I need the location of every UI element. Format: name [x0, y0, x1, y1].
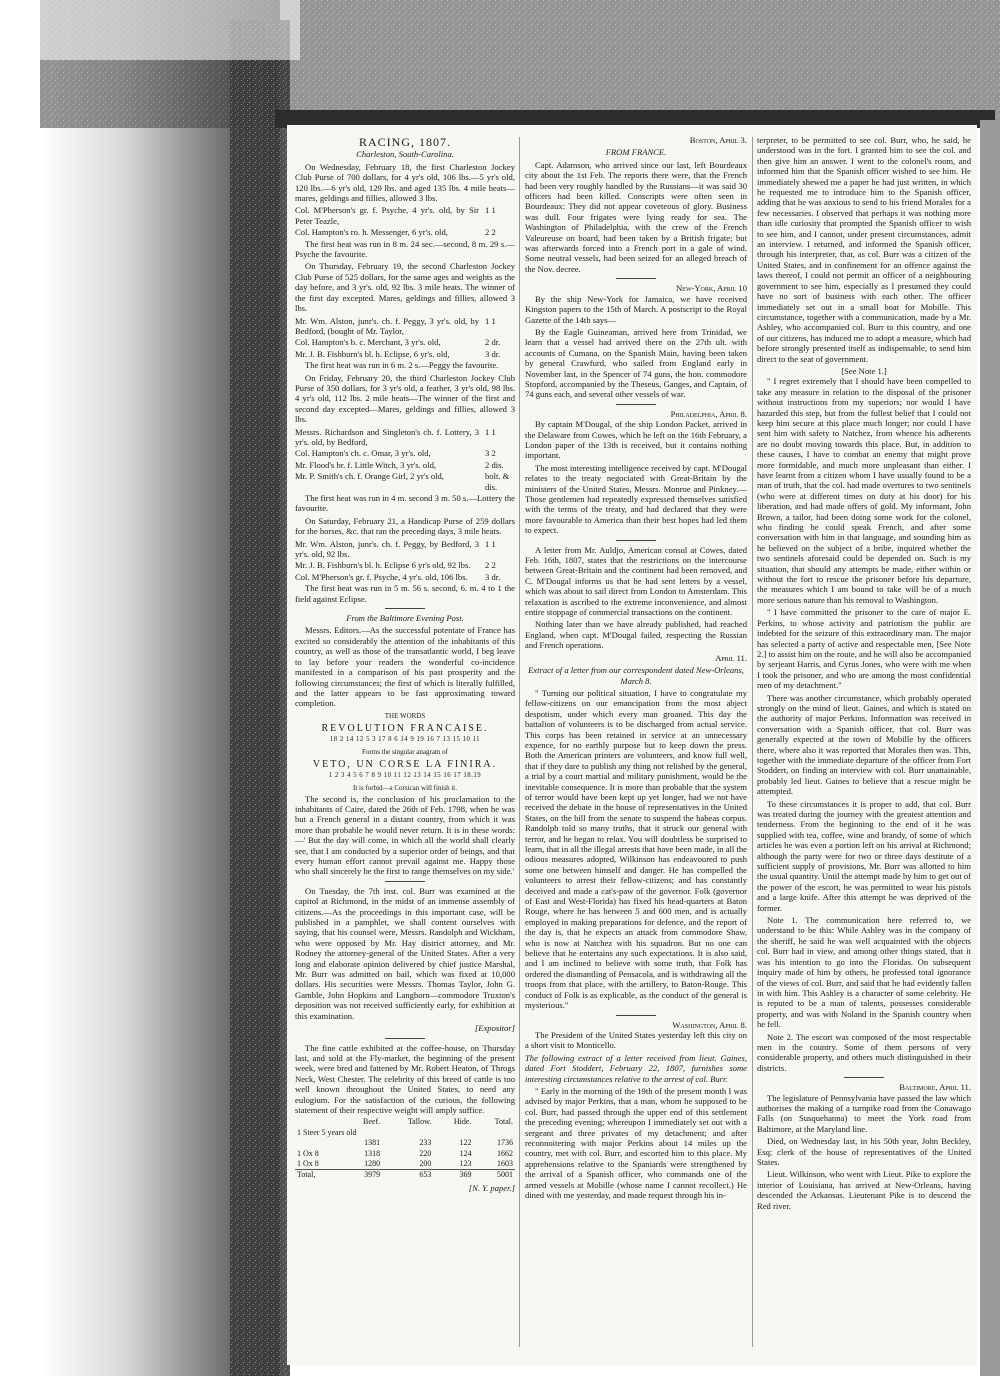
table-cell: 1381	[364, 1138, 381, 1148]
paragraph: The first heat was run in 6 m. 2 s.—Peggy the favourite.	[305, 360, 499, 371]
paragraph: The first heat was run in 5 m. 56 s. second, 6. m. 4 to 1 the field against Eclipse.	[295, 583, 515, 604]
table-total-row	[295, 1170, 515, 1181]
column-1	[295, 135, 515, 1355]
table-cell: Total,	[295, 1170, 343, 1181]
table-cell: 1 Ox 8	[297, 1158, 319, 1168]
paragraph: A letter from Mr. Auldjo, American consul at Cowes, dated Feb. 16th, 1807, states that the restrictions on the intercourse between Great-Britain and the continent had been removed, and C. M'Dougal informs us that he had sent letters by a vessel, which was about to sail direct from London to Amsterdam. This relaxation is ascribed to the extreme inconvenience, and almost entire stoppage of commercial transactions on the continent.	[525, 544, 747, 618]
table-row	[295, 1128, 515, 1138]
paragraph: " I have committed the prisoner to the care of major E. Perkins, to whose activity and patriotism the public are indebted for the seizure of this extraordinary man. The major has selected a party of active and respectable men, [See Note 2.] to assist him on the route, and he will also be accompanied by serjeant Harris, and Cyrus Jones, who were with me when I took the prisoner, and who are among the most confidential men of my detachment."	[757, 607, 971, 691]
paragraph: Lieut. Wilkinson, who went with Lieut. Pike to explore the interior of Louisiana, has arrived at New-Orleans, having descended the Arkansas. Lieutenant Pike is to descend the Red river.	[757, 1169, 971, 1211]
paragraph: On Tuesday, the 7th inst. col. Burr was examined at the capitol at Richmond, in the midst of an immense assembly of citizens.—As the proceedings in this important case, will be published in a pamphlet, we shall content ourselves with saying, that his counsel were, Messrs. Randolph and Wickham, who were opposed by Mr. Hay district attorney, and Mr. Rodney the attorney-general of the United States. After a very long and elaborate opinion delivered by chief justice Marshal, Mr. Burr was admitted on bail, which was fixed at 10,000 dollars. His securities were Messrs. Thomas Taylor, John G. Gamble, John Hopkins and Langhorn—commodore Truxton's deposition was not received sufficiently early, for exhibition at this examination.	[295, 885, 515, 1021]
dateline	[525, 409, 747, 419]
table-cell: 1603	[497, 1158, 513, 1168]
separator-rule	[844, 1077, 884, 1078]
table-cell: 3979	[343, 1170, 382, 1181]
dateline-text: April 11.	[715, 652, 747, 663]
race-entry	[295, 349, 515, 359]
race-horse: Col. M'Pherson's gr. f. Psyche, 4 yr's. old, by Sir Peter Teazle,	[295, 205, 479, 226]
table-cell: 1736	[497, 1138, 513, 1148]
paragraph: Note 2. The escort was composed of the most respectable men in the country. Some of them persons of very considerable property, and others much distinguished in their districts.	[757, 1031, 971, 1073]
table-header-row	[295, 1117, 515, 1127]
table-row	[295, 1149, 515, 1159]
paragraph: Note 1. The communication here referred to, we understand to be this: While Ashley was in the company of the sheriff, he said he was well acquainted with the objects col. Burr had in view, and among other things stated, that it was his intention to go into the Floridas. On subsequent inquiry made of him by others, he professed total ignorance of the views of col. Burr, and said that he had evidently fallen in with him. This Ashley is a character of some celebrity. He is reputed to be a man of talents, possesses considerable property, and was with Noland in the Spanish country when he fell.	[757, 915, 971, 1030]
dateline-text: New-York, April 10	[675, 283, 747, 294]
dateline	[757, 1082, 971, 1092]
race-horse: Mr. J. B. Fishburn's bl. h. Eclipse 6 yr's old, 92 lbs.	[295, 560, 471, 571]
race-entry	[295, 560, 515, 570]
paragraph: On Friday, February 20, the third Charleston Jockey Club Purse of 350 dollars, for 3 yr's old, a feather, 3 yr's old, 98 lbs. 4 yr's old, 112 lbs. 2 mile heats—The winner of the first and second day excepted—Mares, geldings and fillies, allowed 3 lbs.	[295, 372, 515, 425]
table-cell: 5001	[473, 1170, 515, 1181]
racing-subtitle: Charleston, South-Carolina.	[356, 149, 454, 160]
paragraph: Died, on Wednesday last, in his 50th year, John Beckley, Esq; clerk of the house of representatives of the United States.	[757, 1136, 971, 1167]
table-cell: 1662	[497, 1148, 513, 1158]
table-header-cell	[295, 1117, 343, 1127]
race-entry	[295, 539, 515, 560]
anagram-numbers: 1 2 3 4 5 6 7 8 9 10 11 12 13 14 15 16 17 18.19	[328, 771, 482, 779]
table-cell: 1 Ox 8	[297, 1148, 319, 1158]
race-result: bolt. & dis.	[485, 471, 510, 492]
anagram-meaning: It is forbid—a Corsican will finish it.	[352, 784, 457, 793]
race-result: 1 1	[485, 205, 496, 216]
separator-rule	[385, 608, 425, 609]
anagram-numbers: 18 2 14 12 5 3 17 8 6 14 9 19 16 7 13 15 10 11	[329, 735, 481, 743]
race-result: 1 1	[485, 315, 496, 326]
anagram-words: VETO, UN CORSE LA FINIRA.	[312, 759, 498, 771]
paragraph: The first heat was run in 8 m. 24 sec.—second, 8 m. 29 s.—Psyche the favourite.	[295, 238, 515, 260]
separator-rule	[616, 404, 656, 405]
paragraph: The first heat was run in 4 m. second 3 m. 50 s.—Lottery the favourite.	[295, 493, 515, 514]
dateline-text: Philadelphia, April 8.	[670, 408, 747, 419]
table-cell	[295, 1138, 343, 1148]
paragraph: On Saturday, February 21, a Handicap Purse of 259 dollars for the horses, &c. that ran the preceding days, 3 mile heats.	[295, 515, 515, 537]
race-horse: Col. Hampton's b. c. Merchant, 3 yr's. old,	[295, 337, 441, 348]
table-cell: 200	[419, 1158, 432, 1168]
paragraph: On Wednesday, February 18, the first Charleston Jockey Club Purse of 700 dollars, for 4 yr's old, 106 lbs.—5 yr's old, 120 lbs.—6 yr's old, 129 lbs. and aged 135 lbs. 4 mile heats—mares, geldings and fillies, allowed 3 lbs.	[295, 161, 515, 204]
race-result: 2 dis.	[485, 459, 504, 470]
column-3	[757, 135, 971, 1355]
cattle-table	[295, 1117, 515, 1180]
race-result: 2 dr.	[485, 337, 501, 348]
race-result: 1 1	[485, 538, 496, 549]
paragraph: terpreter, to be permitted to see col. Burr, who, he said, he understood was in the fort. I granted him to see the col. and then give him an answer. I went to the colonel's room, and informed him that the Spanish officer wished to see him. He immediately shewed me a paper he had just written, in which he requested me to introduce him to the Spanish officer, adding that he was anxious to send to his friend Morales for a few necessaries. I observed that perhaps it was nothing more than idle curiosity that prompted the Spanish officer to wish to see him, and I cannot, under present circumstances, admit an interview. I returned, and informed the Spanish officer, through his interpreter, that, as col. Burr was a citizen of the United States, and in confinement for an offence against the laws thereof, I could not permit an officer of a neighbouring government to see him, especially as I presumed they could have no sort of business with each other. The officer immediately set out in a small boat for Mobille. This circumstance, together with a communication, made by a Mr. Ashley, who accompanied col. Burr to this country, and one of our citizens, has induced me to adopt a measure, which had before strongly presented itself as indispensable, to send him direct to the seat of government.	[757, 135, 971, 364]
paragraph: By captain M'Dougal, of the ship London Packet, arrived in the Delaware from Cowes, which he left on the 16th February, a London paper of the 13th is received, but it contains nothing important.	[525, 419, 747, 461]
anagram-forms: Forms the singular anagram of	[362, 747, 448, 756]
newspaper-page	[287, 125, 977, 1365]
race-entry	[295, 316, 515, 337]
race-horse: Messrs. Richardson and Singleton's ch. f. Lottery, 3 yr's. old, by Bedford,	[295, 426, 479, 447]
table-cell: 124	[459, 1148, 472, 1158]
paragraph: Nothing later than we have already published, had reached England, when capt. M'Dougal failed, respecting the Russian and French operations.	[525, 619, 747, 651]
table-cell: 1280	[364, 1158, 381, 1168]
separator-rule	[385, 1038, 425, 1039]
paragraph: There was another circumstance, which probably operated strongly on the mind of lieut. Gaines, and which is stated on the authority of major Perkins. Information was received in conversation with a Spanish officer, that col. Burr was generally expected at the town of Mobille by the officers there, where also it was reported that Morales then was. This, together with the immediate departure of the officer from Fort Stoddert, on finding an interview with col. Burr unattainable, probably led lieut. Gaines to believe that a rescue might be attempted.	[757, 692, 971, 797]
signature: [N. Y. paper.]	[468, 1182, 515, 1193]
table-header-cell: Tallow.	[407, 1117, 432, 1127]
table-cell: 122	[459, 1138, 472, 1148]
race-result: 3 dr.	[485, 571, 501, 582]
paragraph: Capt. Adamson, who arrived since our last, left Bourdeaux city about the 1st Feb. The reports there were, that the French had been very roughly handled by the Russians—it was said 30 officers had been killed. Conscripts were often seen in Bourdeaux: They did not appear coveteous of glory. Business was dull. Four frigates were lying ready for sea. The Washington of Philadelphia, with the crew of the French Valeureuse on board, had been taken by a British frigate; but was afterwards forced into a French port in a gale of wind. Some neutral vessels, had been seized for an alleged breach of the Nov. decree.	[525, 159, 747, 274]
paragraph: The fine cattle exhibited at the coffee-house, on Thursday last, and sold at the Fly-market, the beginning of the present week, were bred and fattened by Mr. Robert Heaton, of Throgs Neck, West Chester. The celebrity of this breed of cattle is too well known throughout the United States, to need any eulogium. For the satisfaction of the curious, the following statement of their respective weight will amply suffice.	[295, 1042, 515, 1115]
column-2	[525, 135, 747, 1355]
race-entry	[295, 572, 515, 582]
separator-rule	[616, 1015, 656, 1016]
words-label: THE WORDS	[384, 711, 426, 720]
race-entry	[295, 337, 515, 347]
race-horse: Mr. Wm. Alston, junr's. ch. f. Peggy, 3 yr's. old, by Bedford, (bought of Mr. Taylor,	[295, 315, 479, 336]
column-rule	[519, 137, 520, 1347]
race-entry	[295, 205, 515, 226]
race-horse: Mr. P. Smith's ch. f. Orange Girl, 2 yr's old,	[295, 471, 444, 482]
dateline-text: Baltimore, April 11.	[899, 1082, 971, 1093]
table-cell: 1 Steer 5 years old	[297, 1127, 357, 1137]
table-cell: 220	[419, 1148, 432, 1158]
note-reference: [See Note 1.]	[841, 365, 887, 376]
article-heading: FROM FRANCE.	[605, 147, 667, 158]
paragraph: The legislature of Pennsylvania have passed the law which authorises the making of a turnpike road from the Conawago Falls (on Susquehanna) to meet the York road from Baltimore, at the Maryland line.	[757, 1092, 971, 1134]
race-horse: Col. Hampton's ch. c. Omar, 3 yr's. old,	[295, 448, 431, 459]
race-horse: Col. Hampton's ro. h. Messenger, 6 yr's. old,	[295, 227, 448, 238]
paragraph: The second is, the conclusion of his proclamation to the inhabitants of Caire, dated the 26th of Feb. 1798, when he was but a French general in a distant country, from which it was more than probable he would never return. It is in these words:—' But the day will come, in which all the world shall clearly see, that I am conducted by a superior order of beings, and that every human effort cannot prevail against me. Happy those who shall sincerely be the first to range themselves on my side.'	[295, 793, 515, 877]
table-cell: 123	[459, 1158, 472, 1168]
paragraph: " Turning our political situation, I have to congratulate my fellow-citizens on our emancipation from the most abject despotism, under which every man groaned. This day the battalion of volunteers is to be discharged from actual service. This corps has been retained in service at an unnecessary expence, for no earthly purpose but to keep down the press. Both the American printers are volunteers, and know full well, that if they dare to publish any thing not relished by the general, a trial by a court martial and military punishment, would be the inevitable consequence. It is more than probable that the system of terror would have been kept up yet longer, had we not have received the debate in the house of representatives in the United States, on the bill from the senate to suspend the habeas corpus. Randolph told so many truths, that it struck our general with terror, and he began to relax. You will doubtless be surprised to learn, that in all the illegal arrests that have been made, in all the odious measures adopted, Wilkinson has endeavoured to push some one between himself and danger. He has compelled the volunteers to arrest their fellow-citizens; and has constantly deceived and made a cat's-paw of the governor. Folk (governor of East and West-Florida) has fixed his head-quarters at Baton Rouge, where he has between 5 and 600 men, and is actually employed in making preparations for defence, and the report of the day is, that he expects an attack from commodore Shaw, who is now at Natchez with his squadron. But no one can believe that he entertains any such expectations. It is also said, and I am inclined to believe with some truth, that Folk has ordered the dismantling of Pensacola, and is withdrawing all the troops from that place, with the artillery, to Baton-Rouge. This conduct of Folk is as explicable, as the conduct of the general is mysterious."	[525, 687, 747, 1011]
paragraph: On Thursday, February 19, the second Charleston Jockey Club Purse of 525 dollars, for the same ages and weights as the day before, and 3 yr's. old, 92 lbs. 3 mile heats. The winner of the first day excepted. Mares, geldings and fillies, allowed 3 lbs.	[295, 261, 515, 314]
paragraph: Messrs. Editors.—As the successful potentate of France has excited so considerably the attention of the inhabitants of this country, as well as those of the transatlantic world, I beg leave to lay before your readers the wonderful co-incidence manifested in a comparison of his past prosperity and the following circumstances; the first of which is literally fulfilled, and the latter appears to be fast approximating toward completion.	[295, 625, 515, 709]
paragraph: The President of the United States yesterday left this city on a short visit to Monticello.	[525, 1029, 747, 1051]
table-header-cell: Hide.	[453, 1117, 472, 1127]
table-cell: 1318	[364, 1148, 381, 1158]
anagram-words: REVOLUTION FRANCAISE.	[321, 723, 489, 735]
race-entry	[295, 448, 515, 458]
table-row	[295, 1159, 515, 1170]
paragraph: " I regret extremely that I should have been compelled to take any measure in relation to the disposal of the prisoner without instructions from my superiors; nor would I have hazarded this step, but from the fullest belief that I could not keep him secure at this place much longer; nor could I have sent him with safety to Natchez, from whence his adherents are no doubt moving towards this place. But, in addition to these causes, I have to combat an enemy that might prove more formidable, and much more unpleasant than either. I have learnt from a citizen whom I have usually found to be a man of truth, that the col. had made overtures to two sentinels (who were at different times on duty at his door) for his liberation, and had made offers of gold. My informant, John Brown, a tailor, had been doing some work for the colonel, who finding he could speak French, and after some conversation with him in that language, and sounding him as he believed on the subject of a bribe, inquired whether the two sentinels aforesaid could be depended on. Such is my situation, that should any attempts be made, either within or without the fort to rescue the prisoner before his departure, the measures which I am bound to take will be of a much more serious nature than his removal to Washington.	[757, 376, 971, 605]
table-row	[295, 1138, 515, 1148]
race-result: 3 2	[485, 448, 496, 459]
race-result: 1 1	[485, 426, 496, 437]
article-heading: From the Baltimore Evening Post.	[346, 613, 464, 624]
race-horse: Col. M'Pherson's gr. f. Psyche, 4 yr's. old, 106 lbs.	[295, 571, 468, 582]
table-cell: 369	[433, 1170, 473, 1181]
article-heading: Extract of a letter from our correspondent dated New-Orleans, March 8.	[528, 665, 744, 686]
dateline-text: Washington, April 8.	[672, 1019, 747, 1030]
signature: [Expositor]	[474, 1023, 515, 1034]
race-horse: Mr. J. B. Fishburn's bl. h. Eclipse, 6 yr's. old,	[295, 348, 450, 359]
separator-rule	[385, 881, 425, 882]
race-entry	[295, 460, 515, 470]
race-result: 3 dr.	[485, 348, 501, 359]
dateline	[525, 653, 747, 663]
dateline-text: Boston, April 3.	[689, 135, 747, 145]
dateline	[525, 1020, 747, 1030]
race-result: 2 2	[485, 227, 496, 238]
race-result: 2 2	[485, 560, 496, 571]
race-horse: Mr. Flood's br. f. Little Witch, 3 yr's. old,	[295, 459, 437, 470]
race-horse: Mr. Wm. Alston, junr's. ch. f. Peggy, by Bedford, 3 yr's. old, 92 lbs.	[295, 538, 479, 560]
paragraph: To these circumstances it is proper to add, that col. Burr was treated during the journey with the greatest attention and tenderness. From the beginning to the end of it he was supplied with tea, coffee, wine and brandy, of some of which articles he was even a portion left on his arrival at Richmond; although the party were for two or three days destitute of a sufficient supply of provisions, Mr. Burr was allotted to him the usual quantity. Until the attempt made by him to get out of the power of the escort, he was permitted to wear his pistols and a large knife. After this attempt he was deprived of the former.	[757, 798, 971, 913]
column-rule	[752, 137, 753, 1347]
separator-rule	[616, 540, 656, 541]
paragraph: " Early in the morning of the 19th of the present month I was advised by major Perkins, that a man, whom he supposed to be col. Burr, had passed through the upper end of this settlement the preceding evening; whereupon I immediately set out with a sergeant and three privates of my detachment; and after reconnoitering with major Perkins about 14 miles up the country, met with col. Burr, and escorted him to this place. My apprehensions relative to the Spaniards were strengthened by the arrival of a Spanish officer, who commands one of the armed vessels at Mobille (whose name I cannot recollect.) He dined with me yesterday, and made request through his in-	[525, 1085, 747, 1200]
racing-title: RACING, 1807.	[358, 135, 451, 149]
dateline	[525, 135, 747, 145]
separator-rule	[616, 278, 656, 279]
paragraph: By the Eagle Guineaman, arrived here from Trinidad, we learn that a vessel had arrived there on the 27th ult. with accounts of Cumana, on the Spanish Main, having been taken by general Crawfurd, who sailed from England early in November last, in the Spencer of 74 guns, the hon. commodore Stopford, accompanied by the Theseus, Ganges, and Captain, of 74 guns each, and several other vessels of war.	[525, 326, 747, 400]
race-entry	[295, 471, 515, 492]
paragraph: The most interesting intelligence received by capt. M'Dougal relates to the treaty negociated with Great-Britain by the ministers of the United States, Messrs. Monroe and Pinkney.—Those gentlemen had repeatedly expressed themselves satisfied with the terms of the treaty, and had declared that they were more favourable to America than their best hopes had led them to expect.	[525, 462, 747, 536]
table-header-cell: Total.	[494, 1117, 513, 1127]
paragraph: By the ship New-York for Jamaica, we have received Kingston papers to the 15th of March. A postscript to the Royal Gazette of the 14th says—	[525, 293, 747, 325]
race-entry	[295, 227, 515, 237]
table-header-cell: Beef.	[363, 1117, 381, 1127]
article-intro: The following extract of a letter received from lieut. Gaines, dated Fort Stoddert, February 22, 1807, furnishes some interesting circumstances relative to the arrest of col. Burr.	[525, 1052, 747, 1084]
race-entry	[295, 427, 515, 448]
table-cell: 653	[382, 1170, 433, 1181]
table-cell: 233	[419, 1138, 432, 1148]
dateline	[525, 283, 747, 293]
